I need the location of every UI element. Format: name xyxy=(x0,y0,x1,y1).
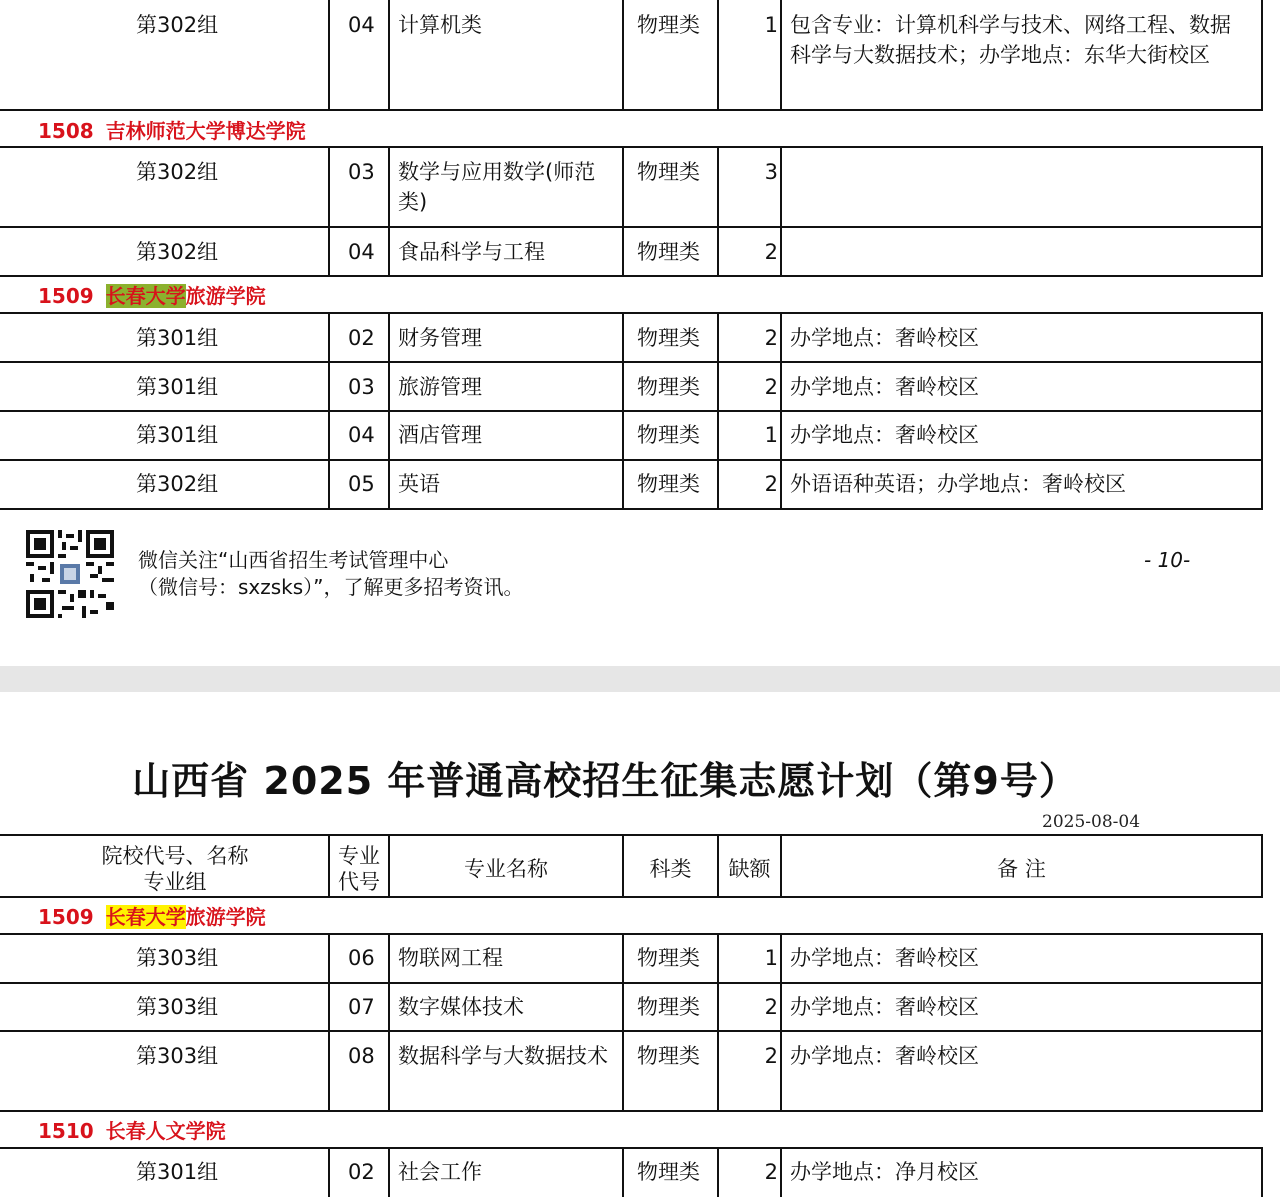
subject-cell: 物理类 xyxy=(637,472,700,496)
major-code-cell: 08 xyxy=(348,1044,375,1068)
row-divider xyxy=(0,508,1263,510)
header-school-line1: 院校代号、名称 xyxy=(101,844,249,868)
major-name-cell: 物联网工程 xyxy=(398,946,503,970)
wechat-qr-code-icon xyxy=(26,530,114,618)
group-cell: 第301组 xyxy=(136,375,219,399)
major-name-cell: 财务管理 xyxy=(398,326,482,350)
subject-cell: 物理类 xyxy=(637,240,700,264)
vacancy-cell: 2 xyxy=(764,995,778,1019)
row-divider xyxy=(0,1147,1263,1149)
header-major-code xyxy=(330,843,388,895)
row-divider xyxy=(0,275,1263,277)
highlighted-school-name: 长春大学 xyxy=(105,284,186,308)
column-divider xyxy=(328,147,330,276)
column-divider xyxy=(622,147,624,276)
row-divider xyxy=(0,933,1263,935)
row-divider xyxy=(0,109,1263,111)
row-divider xyxy=(0,410,1263,412)
column-divider xyxy=(388,934,390,1111)
group-cell: 第303组 xyxy=(136,946,219,970)
school-heading-1508 xyxy=(38,117,306,145)
column-divider xyxy=(388,1148,390,1197)
row-divider xyxy=(0,226,1263,228)
highlighted-school-name: 长春大学 xyxy=(105,905,186,929)
group-cell: 第303组 xyxy=(136,995,219,1019)
vacancy-cell: 1 xyxy=(764,423,778,447)
row-divider xyxy=(0,459,1263,461)
header-school-line2: 专业组 xyxy=(143,870,207,894)
school-code: 1510 xyxy=(38,1119,94,1143)
school-heading-1509 xyxy=(38,903,266,931)
footer-line-2: （微信号：sxzsks）”，了解更多招考资讯。 xyxy=(138,575,524,599)
column-divider xyxy=(780,0,782,110)
row-divider xyxy=(0,982,1263,984)
major-name-cell: 食品科学与工程 xyxy=(398,240,545,264)
header-vacancy: 缺额 xyxy=(728,857,771,881)
subject-cell: 物理类 xyxy=(637,375,700,399)
group-cell: 第301组 xyxy=(136,326,219,350)
row-divider xyxy=(0,146,1263,148)
vacancy-cell: 1 xyxy=(764,13,778,37)
major-code-cell: 04 xyxy=(348,423,375,447)
column-divider xyxy=(1261,835,1263,897)
vacancy-cell: 1 xyxy=(764,946,778,970)
subject-cell: 物理类 xyxy=(637,1044,700,1068)
major-name-cell: 数据科学与大数据技术 xyxy=(398,1044,608,1068)
note-cell: 包含专业：计算机科学与技术、网络工程、数据科学与大数据技术；办学地点：东华大街校区 xyxy=(790,13,1231,67)
major-code-cell: 02 xyxy=(348,1160,375,1184)
major-name-cell: 数字媒体技术 xyxy=(398,995,524,1019)
column-divider xyxy=(780,934,782,1111)
major-code-cell: 02 xyxy=(348,326,375,350)
column-divider xyxy=(388,147,390,276)
subject-cell: 物理类 xyxy=(637,995,700,1019)
school-name: 吉林师范大学博达学院 xyxy=(105,119,306,143)
vacancy-cell: 3 xyxy=(764,160,778,184)
vacancy-cell: 2 xyxy=(764,472,778,496)
major-code-cell: 03 xyxy=(348,375,375,399)
document-page-11 xyxy=(0,692,1280,1197)
column-divider xyxy=(1261,147,1263,276)
row-divider xyxy=(0,361,1263,363)
school-name-rest: 旅游学院 xyxy=(185,905,266,929)
column-divider xyxy=(717,147,719,276)
page-title: 山西省 2025 年普通高校招生征集志愿计划（第9号） xyxy=(132,759,1078,803)
major-code-cell: 04 xyxy=(348,240,375,264)
header-bottom-border xyxy=(0,896,1263,898)
note-cell: 外语语种英语；办学地点：奢岭校区 xyxy=(790,472,1126,496)
group-cell: 第303组 xyxy=(136,1044,219,1068)
note-cell: 办学地点：奢岭校区 xyxy=(790,423,979,447)
vacancy-cell: 2 xyxy=(764,1044,778,1068)
major-code-cell: 04 xyxy=(348,13,375,37)
column-divider xyxy=(717,934,719,1111)
group-cell: 第302组 xyxy=(136,240,219,264)
major-name-cell: 旅游管理 xyxy=(398,375,482,399)
column-divider xyxy=(780,1148,782,1197)
row-divider xyxy=(0,1030,1263,1032)
subject-cell: 物理类 xyxy=(637,160,700,184)
group-cell: 第301组 xyxy=(136,423,219,447)
column-divider xyxy=(328,1148,330,1197)
header-subject: 科类 xyxy=(649,857,692,881)
group-cell: 第302组 xyxy=(136,160,219,184)
school-code: 1508 xyxy=(38,119,94,143)
note-cell: 办学地点：奢岭校区 xyxy=(790,995,979,1019)
major-code-cell: 05 xyxy=(348,472,375,496)
school-heading-1510 xyxy=(38,1117,226,1145)
subject-cell: 物理类 xyxy=(637,1160,700,1184)
page-gap xyxy=(0,666,1280,692)
column-divider xyxy=(717,0,719,110)
header-code-line1: 专业 xyxy=(338,844,380,868)
vacancy-cell: 2 xyxy=(764,375,778,399)
subject-cell: 物理类 xyxy=(637,326,700,350)
header-school xyxy=(40,843,310,895)
group-cell: 第302组 xyxy=(136,472,219,496)
vacancy-cell: 2 xyxy=(764,240,778,264)
major-code-cell: 07 xyxy=(348,995,375,1019)
major-name-cell: 数学与应用数学(师范类) xyxy=(398,160,596,214)
column-divider xyxy=(388,0,390,110)
header-major-name: 专业名称 xyxy=(464,857,548,881)
note-cell: 办学地点：净月校区 xyxy=(790,1160,979,1184)
page-number: - 10- xyxy=(1144,548,1191,572)
subject-cell: 物理类 xyxy=(637,946,700,970)
group-cell: 第302组 xyxy=(136,13,219,37)
group-cell: 第301组 xyxy=(136,1160,219,1184)
column-divider xyxy=(328,0,330,110)
school-code: 1509 xyxy=(38,905,94,929)
header-note: 备 注 xyxy=(997,857,1046,881)
school-name: 长春人文学院 xyxy=(105,1119,226,1143)
note-cell: 办学地点：奢岭校区 xyxy=(790,946,979,970)
publish-date: 2025-08-04 xyxy=(1042,812,1141,832)
footer-line-1: 微信关注“山西省招生考试管理中心 xyxy=(138,548,449,572)
column-divider xyxy=(1261,1148,1263,1197)
school-heading-1509 xyxy=(38,282,266,310)
vacancy-cell: 2 xyxy=(764,1160,778,1184)
major-name-cell: 社会工作 xyxy=(398,1160,482,1184)
major-name-cell: 酒店管理 xyxy=(398,423,482,447)
note-cell: 办学地点：奢岭校区 xyxy=(790,1044,979,1068)
header-top-border xyxy=(0,834,1263,836)
column-divider xyxy=(1261,934,1263,1111)
school-code: 1509 xyxy=(38,284,94,308)
row-divider xyxy=(0,312,1263,314)
note-cell: 办学地点：奢岭校区 xyxy=(790,375,979,399)
major-code-cell: 03 xyxy=(348,160,375,184)
column-divider xyxy=(1261,0,1263,110)
row-divider xyxy=(0,1110,1263,1112)
subject-cell: 物理类 xyxy=(637,13,700,37)
major-name-cell: 英语 xyxy=(398,472,440,496)
note-cell: 办学地点：奢岭校区 xyxy=(790,326,979,350)
major-name-cell: 计算机类 xyxy=(398,13,482,37)
column-divider xyxy=(328,934,330,1111)
column-divider xyxy=(780,147,782,276)
subject-cell: 物理类 xyxy=(637,423,700,447)
school-name-rest: 旅游学院 xyxy=(185,284,266,308)
vacancy-cell: 2 xyxy=(764,326,778,350)
column-divider xyxy=(622,934,624,1111)
column-divider xyxy=(622,0,624,110)
column-divider xyxy=(622,1148,624,1197)
header-code-line2: 代号 xyxy=(338,870,380,894)
column-divider xyxy=(717,1148,719,1197)
major-code-cell: 06 xyxy=(348,946,375,970)
